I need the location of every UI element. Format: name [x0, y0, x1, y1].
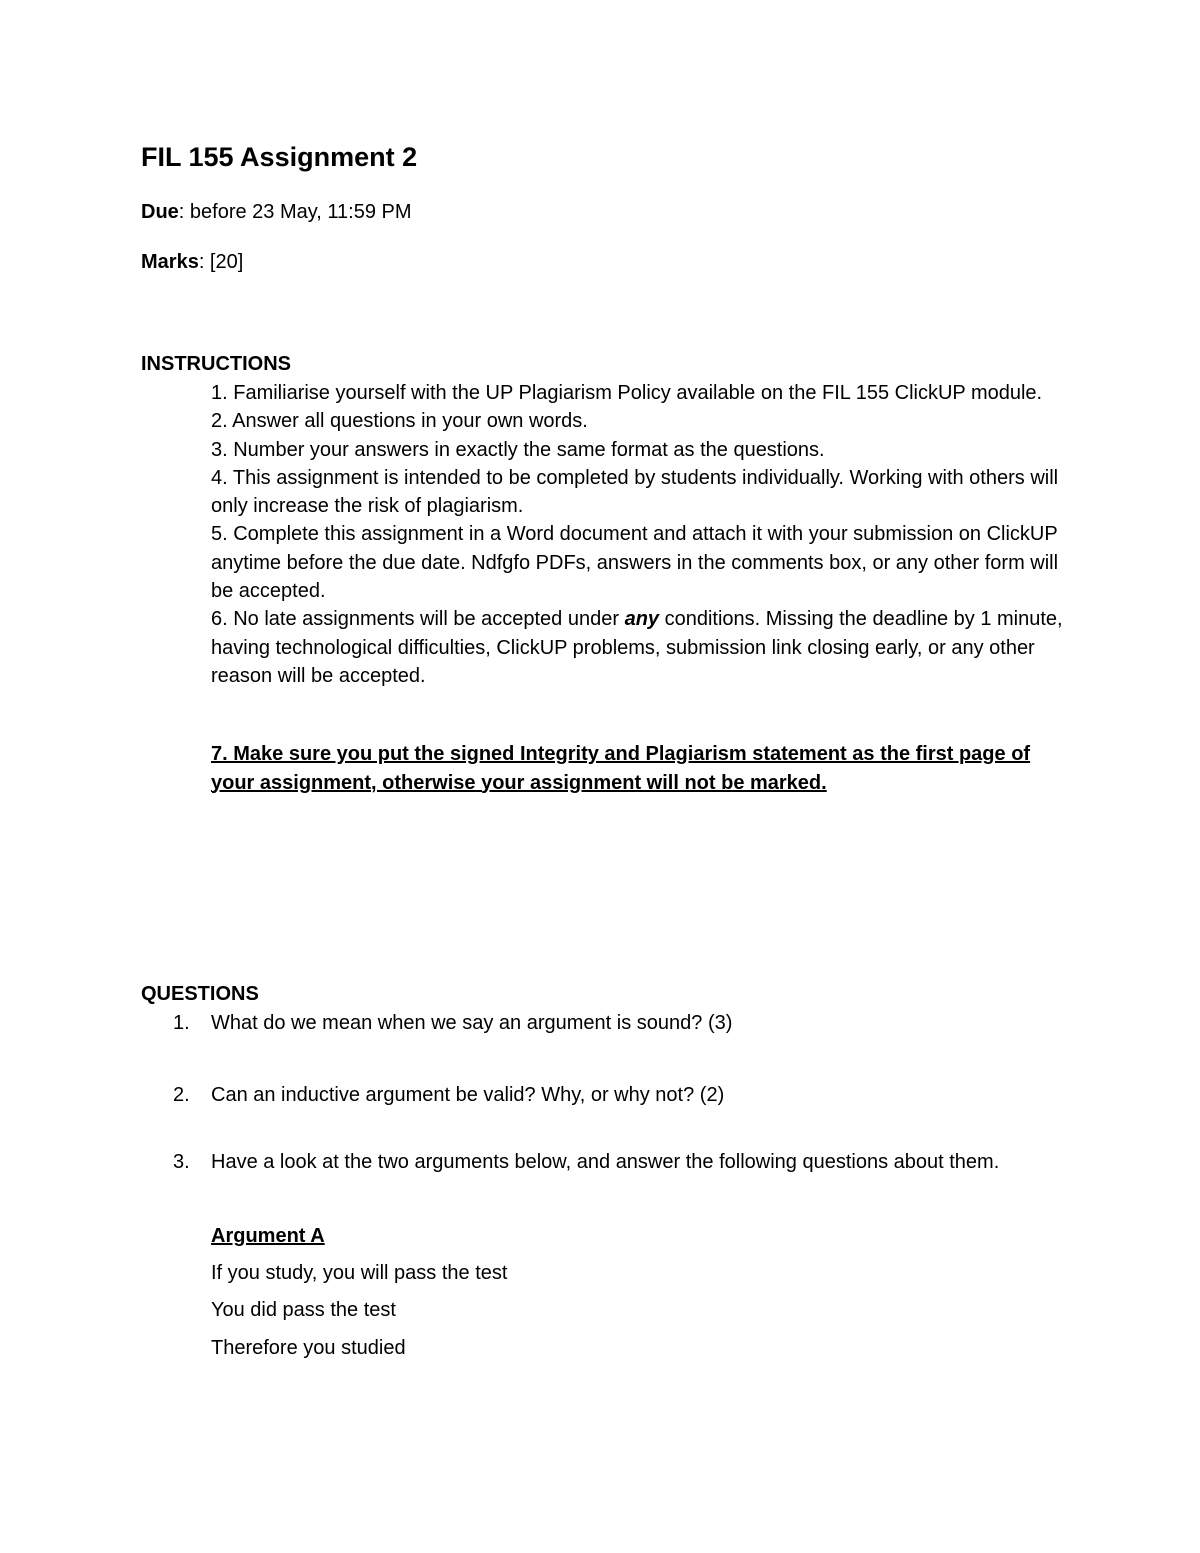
instruction-item-6-start: 6. No late assignments will be accepted under [211, 608, 625, 631]
questions-heading: QUESTIONS [141, 983, 259, 1005]
instruction-item-6-emphasis: any [624, 608, 660, 631]
due-line [141, 200, 412, 224]
instruction-item-6-end: conditions. Missing the deadline by 1 minute, having technological difficulties, ClickUP problems, submission link closing early, or any other reason will be accepted. [211, 608, 1063, 687]
question-3-number: 3. [173, 1151, 190, 1173]
marks-value: : [20] [198, 251, 244, 273]
argument-a-heading: Argument A [211, 1225, 325, 1247]
instruction-item-5: 5. Complete this assignment in a Word document and attach it with your submission on ClickUP anytime before the due date. Ndfgfo PDFs, answers in the comments box, or any other form will be accepted. [211, 523, 1059, 603]
question-3-text: Have a look at the two arguments below, and answer the following questions about them. [211, 1151, 1000, 1173]
argument-a-line-3: Therefore you studied [211, 1337, 406, 1359]
question-2-text: Can an inductive argument be valid? Why, or why not? (2) [211, 1084, 725, 1106]
instructions-list [211, 379, 1071, 690]
question-1-number: 1. [173, 1012, 190, 1034]
marks-line [141, 250, 243, 274]
instruction-item-3: 3. Number your answers in exactly the same format as the questions. [211, 438, 825, 461]
due-value: : before 23 May, 11:59 PM [178, 201, 412, 223]
page-title: FIL 155 Assignment 2 [141, 142, 418, 172]
question-2-number: 2. [173, 1084, 190, 1106]
instruction-item-4: 4. This assignment is intended to be completed by students individually. Working with others will only increase the risk of plagiarism. [211, 466, 1059, 518]
argument-a-line-1: If you study, you will pass the test [211, 1262, 508, 1284]
instruction-item-2: 2. Answer all questions in your own words. [211, 410, 588, 433]
marks-label: Marks [141, 251, 199, 273]
instruction-item-7-important: 7. Make sure you put the signed Integrity and Plagiarism statement as the first page of your assignment, otherwise your assignment will not be marked. [211, 743, 1031, 794]
argument-a-line-2: You did pass the test [211, 1299, 396, 1321]
instruction-item-6 [211, 605, 1071, 690]
instruction-item-1: 1. Familiarise yourself with the UP Plagiarism Policy available on the FIL 155 ClickUP module. [211, 382, 1043, 404]
due-label: Due [141, 201, 179, 223]
instructions-heading: INSTRUCTIONS [141, 353, 291, 375]
question-1-text: What do we mean when we say an argument is sound? (3) [211, 1012, 733, 1034]
